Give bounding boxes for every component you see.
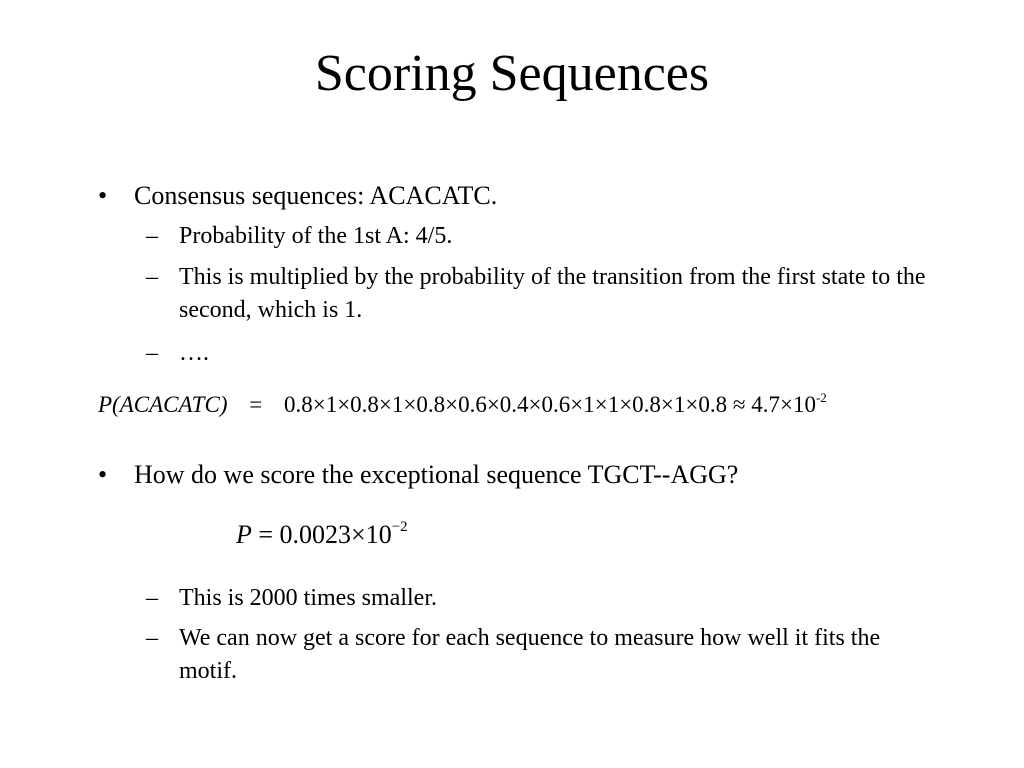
slide-title: Scoring Sequences	[314, 45, 710, 102]
equation-rhs: 0.8×1×0.8×1×0.8×0.6×0.4×0.6×1×1×0.8×1×0.8 ≈ 4.7×10	[283, 392, 816, 417]
sub-bullet-text: We can now get a score for each sequence to measure how well it fits the motif.	[179, 625, 881, 684]
sub-bullet-marker: –	[146, 223, 158, 249]
bullet-text: How do we score the exceptional sequence TGCT--AGG?	[134, 460, 739, 489]
sub-bullet-text: ….	[179, 340, 209, 366]
bullet-text: Consensus sequences: ACACATC.	[134, 181, 498, 210]
equation-rhs: = 0.0023×10	[251, 520, 392, 549]
equation-lhs: P	[236, 520, 252, 549]
bullet-marker: •	[98, 460, 108, 489]
sub-bullet-marker: –	[146, 625, 158, 651]
sub-bullet-text: Probability of the 1st A: 4/5.	[179, 223, 453, 249]
equation-equals: =	[249, 392, 263, 417]
equation-exceptional-score	[236, 520, 408, 550]
equation-lhs: P(ACACATC)	[98, 392, 228, 417]
equation-exponent: −2	[391, 519, 408, 535]
sub-bullet-marker: –	[146, 340, 158, 366]
sub-bullet-text: This is 2000 times smaller.	[179, 585, 437, 611]
sub-bullet-marker: –	[146, 585, 158, 611]
equation-probability-acacatc	[98, 390, 827, 420]
bullet-marker: •	[98, 181, 108, 210]
sub-bullet-marker: –	[146, 264, 158, 290]
sub-bullet-text: This is multiplied by the probability of the transition from the first state to the second, which is 1.	[179, 264, 926, 323]
equation-exponent: -2	[815, 390, 827, 405]
